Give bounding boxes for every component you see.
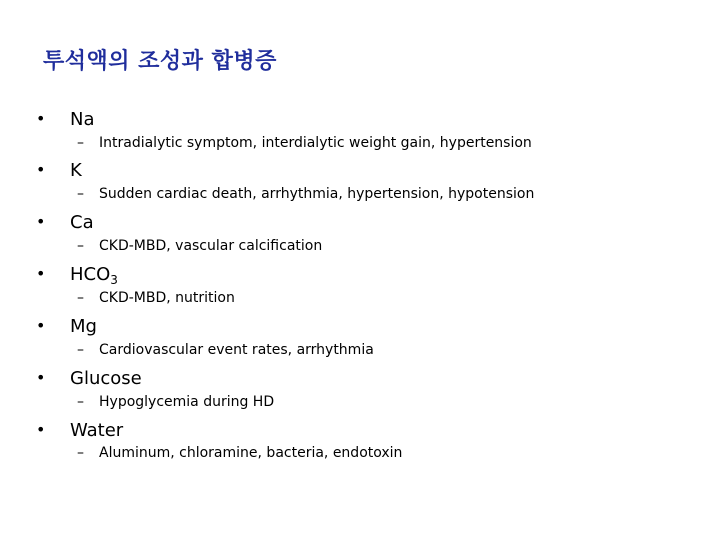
sub-item-text: Intradialytic symptom, interdialytic weight gain, hypertension: [99, 135, 532, 151]
bullet-label: [70, 264, 118, 287]
bullet-label: Glucose: [70, 368, 142, 389]
bullet-label: Water: [70, 420, 124, 441]
bullet-label-subscript: 3: [110, 273, 118, 287]
sub-item-text: Cardiovascular event rates, arrhythmia: [99, 342, 374, 358]
bullet-label-text: HCO: [70, 264, 111, 285]
slide-title: 투석액의 조성과 합병증: [43, 49, 277, 74]
dash-glyph: –: [77, 445, 84, 461]
dash-glyph: –: [77, 135, 84, 151]
bullet-label: Mg: [70, 316, 97, 337]
dash-glyph: –: [77, 186, 84, 202]
dash-glyph: –: [77, 238, 84, 254]
dash-glyph: –: [77, 290, 84, 306]
bullet-glyph: •: [36, 368, 46, 387]
bullet-glyph: •: [36, 109, 46, 128]
dash-glyph: –: [77, 394, 84, 410]
bullet-glyph: •: [36, 420, 46, 439]
sub-item-text: CKD-MBD, nutrition: [99, 290, 235, 306]
bullet-glyph: •: [36, 212, 46, 231]
sub-item-text: CKD-MBD, vascular calcification: [99, 238, 323, 254]
bullet-label: Na: [70, 109, 95, 130]
bullet-glyph: •: [36, 316, 46, 335]
sub-item-text: Hypoglycemia during HD: [99, 394, 275, 410]
bullet-glyph: •: [36, 264, 46, 283]
sub-item-text: Sudden cardiac death, arrhythmia, hypertension, hypotension: [99, 186, 535, 202]
bullet-label: K: [70, 160, 82, 181]
dash-glyph: –: [77, 342, 84, 358]
sub-item-text: Aluminum, chloramine, bacteria, endotoxin: [99, 445, 403, 461]
bullet-glyph: •: [36, 160, 46, 179]
bullet-label: Ca: [70, 212, 94, 233]
